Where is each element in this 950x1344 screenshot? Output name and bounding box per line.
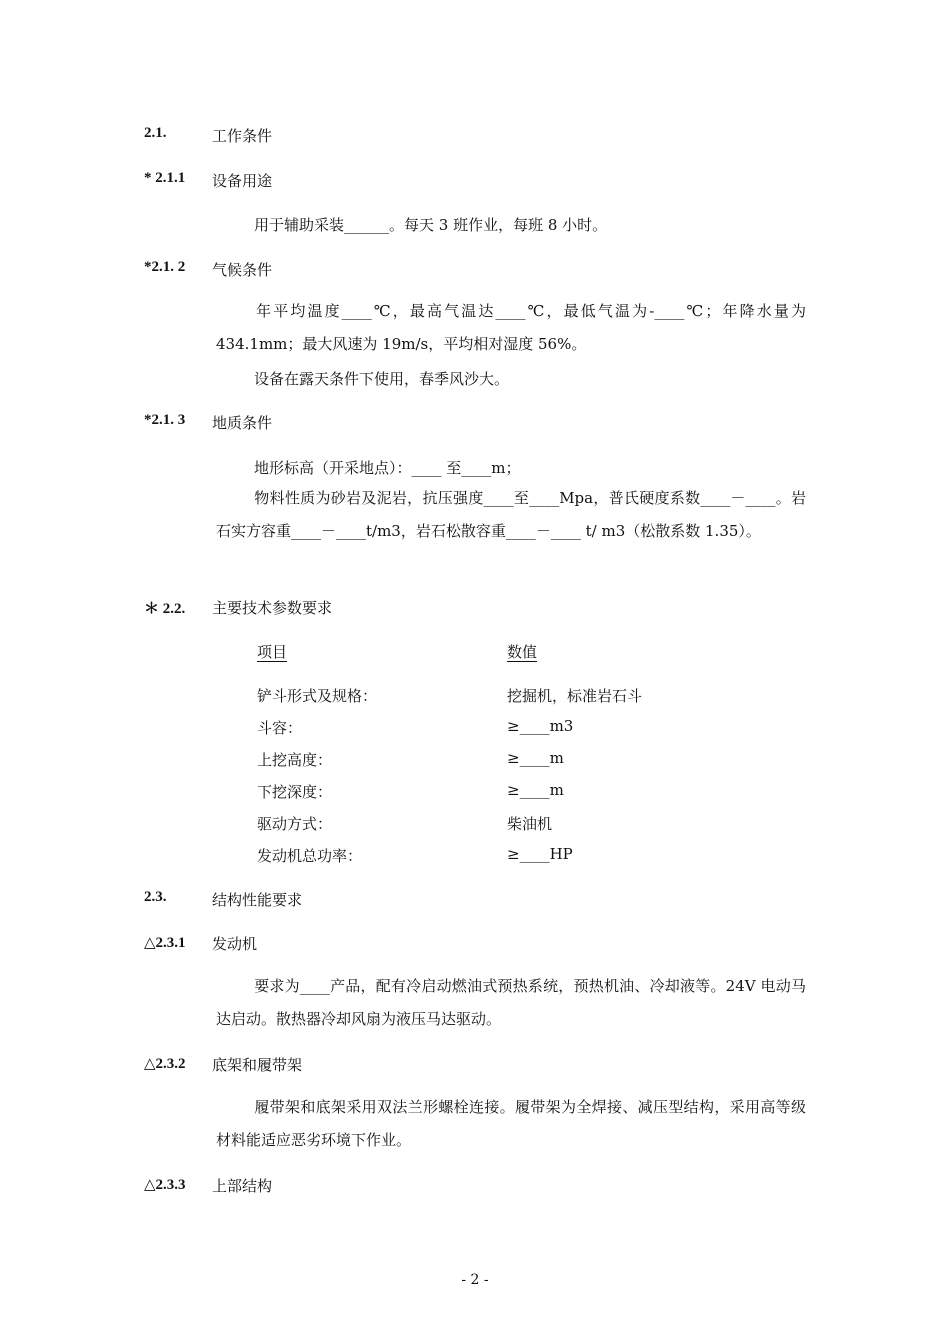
section-number-2-1: 2.1. <box>144 125 167 141</box>
undercarriage-paragraph: 履带架和底架采用双法兰形螺栓连接。履带架为全焊接、减压型结构，采用高等级材料能适应恶劣环境下作业。 <box>216 1098 806 1149</box>
section-number-2-1-2: *2.1. 2 <box>144 259 186 275</box>
equipment-use-text: 用于辅助采装______。每天 3 班作业，每班 8 小时。 <box>254 216 608 234</box>
climate-paragraph-2: 设备在露天条件下使用，春季风沙大。 <box>254 370 510 388</box>
section-title-working-conditions: 工作条件 <box>212 127 273 145</box>
section-title-geology: 地质条件 <box>212 414 273 432</box>
table-row-item: 下挖深度： <box>257 783 333 801</box>
engine-paragraph: 要求为____产品，配有冷启动燃油式预热系统，预热机油、冷却液等。24V 电动马达启动。散热器冷却风扇为液压马达驱动。 <box>216 977 806 1028</box>
section-title-upper-structure: 上部结构 <box>212 1177 273 1195</box>
section-title-tech-params: 主要技术参数要求 <box>212 599 333 617</box>
table-header-item: 项目 <box>257 643 288 661</box>
table-row-value: 柴油机 <box>507 815 553 833</box>
table-row-value: ≥____m3 <box>507 717 574 735</box>
section-title-climate: 气候条件 <box>212 261 273 279</box>
section-title-equipment-use: 设备用途 <box>212 172 273 190</box>
geology-elevation-text: 地形标高（开采地点）：____ 至____m； <box>254 459 521 477</box>
section-number-2-3-3: △2.3.3 <box>144 1177 186 1193</box>
section-number-2-1-1: * 2.1.1 <box>144 170 186 186</box>
table-row-item: 发动机总功率： <box>257 847 363 865</box>
section-title-undercarriage: 底架和履带架 <box>212 1056 303 1074</box>
table-row-value: 挖掘机，标准岩石斗 <box>507 687 643 705</box>
table-row-value: ≥____HP <box>507 845 573 863</box>
section-title-engine: 发动机 <box>212 935 258 953</box>
table-header-value: 数值 <box>507 643 538 661</box>
section-number-2-2: ＊ 2.2. <box>144 601 186 617</box>
section-number-2-3-1: △2.3.1 <box>144 935 186 951</box>
section-number-2-3: 2.3. <box>144 889 167 905</box>
section-title-structure: 结构性能要求 <box>212 891 303 909</box>
table-row-value: ≥____m <box>507 781 564 799</box>
table-row-item: 铲斗形式及规格： <box>257 687 378 705</box>
page-number: - 2 - <box>461 1272 489 1288</box>
section-number-2-3-2: △2.3.2 <box>144 1056 186 1072</box>
table-row-item: 斗容： <box>257 719 303 737</box>
geology-material-paragraph: 物料性质为砂岩及泥岩，抗压强度____至____Mpa，普氏硬度系数____－____。岩石实方容重____－____t/m3，岩石松散容重____－____ t/ m3（松散系数 1.35）。 <box>216 489 806 540</box>
section-number-2-1-3: *2.1. 3 <box>144 412 186 428</box>
table-row-item: 驱动方式： <box>257 815 333 833</box>
table-row-item: 上挖高度： <box>257 751 333 769</box>
table-row-value: ≥____m <box>507 749 564 767</box>
climate-paragraph-1: 年平均温度____℃，最高气温达____℃，最低气温为-____℃；年降水量为 434.1mm；最大风速为 19m/s，平均相对湿度 56%。 <box>216 302 806 353</box>
